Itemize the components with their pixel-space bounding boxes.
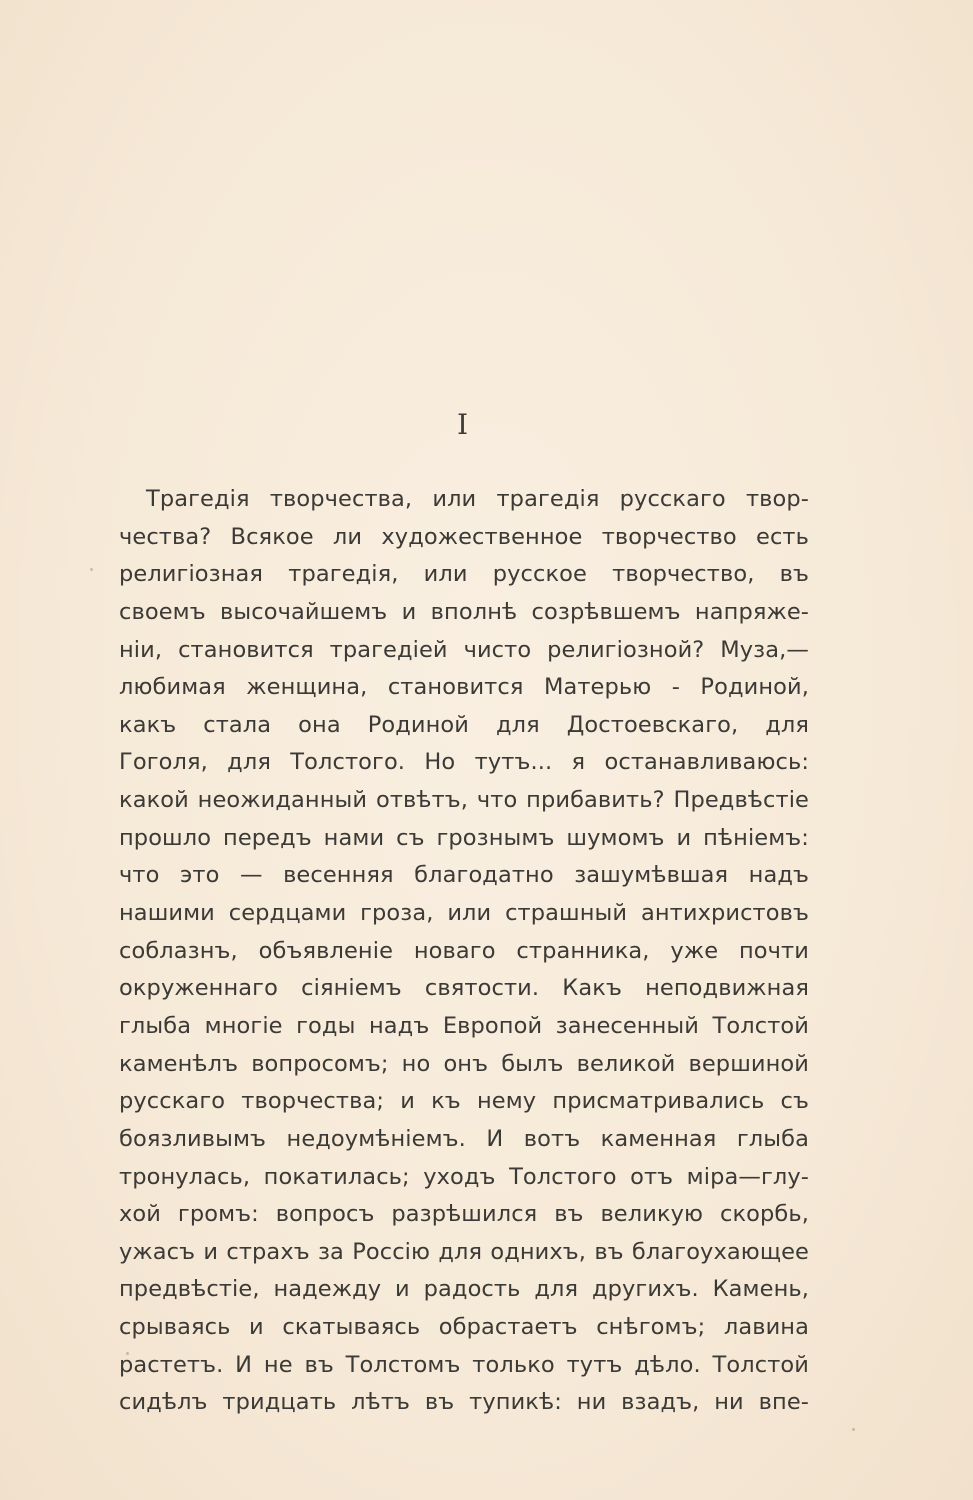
text-line: растетъ. И не въ Толстомъ только тутъ дѣло. Толстой bbox=[119, 1351, 809, 1378]
text-line: какъ стала она Родиной для Достоевскаго, для bbox=[119, 711, 809, 738]
text-line: предвѣстіе, надежду и радость для другихъ. Камень, bbox=[119, 1276, 809, 1303]
text-line: русскаго творчества; и къ нему присматривались съ bbox=[119, 1088, 809, 1115]
text-line: ніи, становится трагедіей чисто религіозной? Муза,— bbox=[119, 636, 809, 663]
text-line: прошло передъ нами съ грознымъ шумомъ и пѣніемъ: bbox=[119, 824, 809, 851]
text-line: окруженнаго сіяніемъ святости. Какъ неподвижная bbox=[119, 975, 809, 1002]
paper-speck bbox=[126, 1352, 129, 1355]
text-line: религіозная трагедія, или русское творчество, въ bbox=[119, 561, 809, 588]
text-line: хой громъ: вопросъ разрѣшился въ великую скорбь, bbox=[119, 1201, 809, 1228]
text-line: своемъ высочайшемъ и вполнѣ созрѣвшемъ напряже- bbox=[119, 598, 809, 625]
text-line: сидѣлъ тридцать лѣтъ въ тупикѣ: ни взадъ, ни впе- bbox=[119, 1389, 809, 1416]
text-line: любимая женщина, становится Матерью - Родиной, bbox=[119, 674, 809, 701]
text-line: каменѣлъ вопросомъ; но онъ былъ великой вершиной bbox=[119, 1050, 809, 1077]
text-line: срываясь и скатываясь обрастаетъ снѣгомъ; лавина bbox=[119, 1314, 809, 1341]
text-line: Трагедія творчества, или трагедія русскаго твор- bbox=[146, 486, 809, 512]
text-line: соблазнъ, объявленіе новаго странника, уже почти bbox=[119, 937, 809, 964]
text-line: боязливымъ недоумѣніемъ. И вотъ каменная глыба bbox=[119, 1125, 809, 1152]
text-line: Гоголя, для Толстого. Но тутъ... я останавливаюсь: bbox=[119, 749, 809, 776]
paper-speck bbox=[90, 568, 93, 571]
text-line: какой неожиданный отвѣтъ, что прибавить? Предвѣстіе bbox=[119, 787, 809, 814]
body-text bbox=[119, 481, 809, 1422]
text-line: нашими сердцами гроза, или страшный антихристовъ bbox=[119, 900, 809, 927]
text-line: чества? Всякое ли художественное творчество есть bbox=[119, 523, 809, 550]
chapter-number: I bbox=[456, 408, 470, 441]
text-line: ужасъ и страхъ за Россію для однихъ, въ благоухающее bbox=[119, 1238, 809, 1265]
text-line: тронулась, покатилась; уходъ Толстого отъ міра—глу- bbox=[119, 1163, 809, 1190]
text-line: что это — весенняя благодатно зашумѣвшая надъ bbox=[119, 862, 809, 889]
text-line: глыба многіе годы надъ Европой занесенный Толстой bbox=[119, 1012, 809, 1039]
paper-speck bbox=[852, 1428, 855, 1431]
